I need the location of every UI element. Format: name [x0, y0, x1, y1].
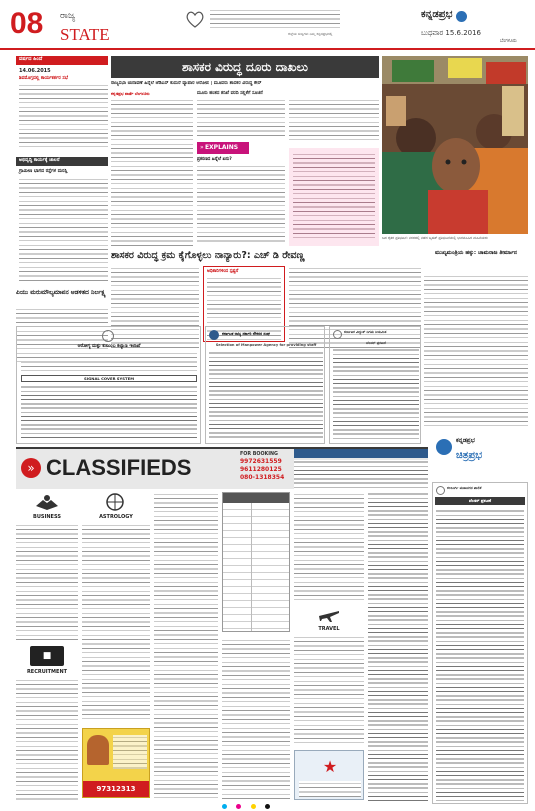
classifieds-col-3	[154, 492, 218, 802]
explains-title: ಪ್ರಕರಣದ ಹಿನ್ನೆಲೆ ಏನು?	[197, 157, 232, 162]
booking-phone-2: 9611280125	[240, 466, 282, 474]
registration-marks	[222, 804, 312, 810]
astrology-ad-phone: 97312313	[96, 785, 136, 793]
info-box-title: ಅಧಿಕಾರಿಗಳಿಂದ ಸ್ಪಷ್ಟನೆ	[207, 269, 239, 274]
travel-ad-box	[294, 750, 364, 800]
mid-notice-2	[368, 492, 428, 802]
promo-icon	[436, 439, 452, 455]
explains-arrow-icon: »	[200, 144, 204, 151]
main-body-col3	[289, 98, 379, 144]
notice-2-sub: Selection of Manpower Agency for providing staff	[215, 343, 317, 347]
astrology-icon	[104, 492, 126, 512]
astrology-ad-text	[113, 735, 147, 769]
main-body-col2	[197, 98, 285, 138]
tender-notice	[432, 482, 528, 804]
classified-table-rows	[223, 503, 289, 631]
flashback-bar	[16, 56, 108, 65]
section2-title: ಅಭಿವೃದ್ಧಿ ಕಾರ್ಯಕ್ಕೆ ಚಾಲನೆ	[19, 158, 60, 163]
astrologer-portrait	[87, 735, 109, 765]
astrology-ad-phone-bar	[83, 781, 149, 797]
mid-notice	[294, 447, 428, 489]
flashback-headline: ಶಿವಮೊಗ್ಗದಲ್ಲಿ ಕಾರ್ಯಕರ್ತರ ಸಭೆ	[19, 76, 68, 81]
classifieds-col-travel	[294, 492, 364, 802]
notice-1-emblem-icon	[102, 330, 114, 342]
explains-body	[197, 164, 285, 244]
notice-3-title: ಕರ್ನಾಟಕ ವಿದ್ಯುತ್ ನಿಗಮ ನಿಯಮಿತ	[344, 330, 387, 334]
explains-label: EXPLAINS	[204, 144, 239, 151]
main-story	[111, 56, 379, 246]
reg-magenta	[236, 804, 241, 809]
job-tile: ■	[42, 651, 52, 661]
notice-1-body	[21, 385, 197, 441]
heart-logo-icon	[184, 8, 206, 30]
masthead-logo-text: ಕನ್ನಡಪ್ರಭ	[421, 9, 453, 20]
notice-3-body	[333, 348, 419, 441]
recruitment-label: RECRUITMENT	[26, 669, 68, 675]
masthead-blurb: ಜಿಲ್ಲೆಯ ಸುದ್ದಿಗಳು ನಿಮ್ಮ ಕನ್ನಡಪ್ರಭದಲ್ಲಿ	[210, 8, 340, 36]
main-subhead: ರಾಜ್ಯಸಭಾ ಚುನಾವಣೆ ಹಿನ್ನೆಲೆ ಜೆಡಿಎಸ್ ಕುದುರೆ ವ್ಯಾಪಾರ ಆರೋಪ | ಮೂವರು ಶಾಸಕರ ವಿರುದ್ಧ ಕೇಸ್	[111, 81, 262, 86]
reg-yellow	[251, 804, 256, 809]
explains-pink-box	[289, 148, 379, 246]
classified-table-box	[222, 492, 290, 632]
notice-1-intro	[21, 351, 197, 373]
notice-2-emblem-icon	[209, 330, 219, 340]
main-headline: ಶಾಸಕರ ವಿರುದ್ಧ ದೂರು ದಾಖಲು	[182, 60, 308, 74]
recruitment-ads	[16, 678, 78, 802]
reg-cyan	[222, 804, 227, 809]
notice-1-title: ಆರೋಗ್ಯ ಮತ್ತು ಕುಟುಂಬ ಕಲ್ಯಾಣ ಇಲಾಖೆ	[77, 344, 141, 349]
classified-table-header	[223, 493, 289, 503]
travel-ad-star-icon: ★	[322, 757, 338, 776]
explains-box	[197, 142, 289, 246]
masthead-logo	[421, 8, 526, 24]
city-line: ಬೆಂಗಳೂರು	[500, 39, 517, 44]
notice-3	[329, 326, 421, 444]
pu-story-headline: ಪಿಯು ಮರುಮೌಲ್ಯಮಾಪನ ಆಡಳಿತದ ನಿರ್ಲಕ್ಷ್ಯ	[16, 289, 106, 296]
booking-phone-3: 080-1318354	[240, 474, 285, 482]
left-column	[16, 56, 108, 282]
reg-black	[265, 804, 270, 809]
section-kannada: ರಾಜ್ಯ	[60, 11, 76, 21]
tender-sub: ಕಲಬುರ್ಗಿ ಮಹಾನಗರ ಪಾಲಿಕೆ	[447, 486, 482, 490]
notice-2	[205, 326, 325, 444]
travel-label: TRAVEL	[318, 626, 340, 632]
notice-1-sub: SIGNAL COVER SYSTEM	[84, 376, 134, 381]
notice-2-title: ಕರ್ನಾಟಕ ರಾಜ್ಯ ಸರ್ಕಾರಿ ನೌಕರರ ಸಂಘ	[222, 331, 270, 336]
mid-notice-2-body	[368, 492, 428, 802]
main-photo	[382, 56, 528, 234]
promo-title: ಚಿತ್ರಪ್ರಭ	[456, 450, 483, 461]
astrology-ad-image	[82, 728, 150, 798]
booking-label: FOR BOOKING	[240, 452, 278, 457]
photo-caption: ಬಡ ರೈತರ ಪ್ರತಿಭಟನೆ: ನಗರದಲ್ಲಿ ನಡೆದ ಬೃಹತ್ ಪ್ರತಿಭಟನೆಯಲ್ಲಿ ಭಾಗವಹಿಸಿದ ಮಹಿಳೆಯರು	[382, 236, 488, 240]
second-headline: ಶಾಸಕರ ವಿರುದ್ಧ ಕ್ರಮ ಕೈಗೊಳ್ಳಲು ನಾನ್ಯಾರು?: ಎಚ್ ಡಿ ರೇವಣ್ಣ	[111, 250, 305, 261]
classified-col4-text	[222, 638, 290, 802]
astrology-ads	[82, 523, 150, 723]
classifieds-col-astrology	[82, 492, 150, 802]
main-body-col1	[111, 98, 193, 246]
classifieds-arrow-icon: »	[21, 458, 41, 478]
travel-top-ads	[294, 492, 364, 602]
classifieds-col-business	[16, 492, 78, 802]
flashback-date: 14.06.2015	[19, 68, 51, 74]
classifieds-col-table	[222, 492, 290, 802]
section2-headline: ಗ್ರಾಮೀಣ ಭಾಗದ ರಸ್ತೆಗಳ ದುರಸ್ತಿ	[19, 169, 68, 174]
right-column	[424, 250, 528, 430]
tender-title: ಟೆಂಡರ್ ಪ್ರಕಟಣೆ	[469, 498, 491, 503]
section2-body	[19, 177, 108, 282]
right-body	[424, 274, 528, 430]
mid-notice-body	[294, 460, 428, 489]
tender-body	[436, 509, 524, 801]
protest-photo	[382, 56, 528, 234]
notice-3-emblem-icon	[333, 330, 342, 339]
classified-table-divider	[251, 503, 252, 631]
notice-3-sub: ಟೆಂಡರ್ ಪ್ರಕಟಣೆ	[366, 341, 386, 345]
section2-bar	[16, 157, 108, 166]
page-number: 08	[10, 7, 44, 40]
notice-1	[16, 326, 201, 444]
notice-2-body	[209, 351, 323, 441]
side-headline: ಮೂರು ಹಂತದ ತನಿಖೆ ವರದಿ ಸಲ್ಲಿಕೆಗೆ ಸೂಚನೆ	[197, 91, 263, 96]
recruitment-icon	[30, 646, 64, 666]
notice-1-sub-bar	[21, 375, 197, 382]
right-headline: ಮುಖ್ಯಮಂತ್ರಿಯ ಹಕ್ಕು: ಚಾಮರಾಜ ತೀರ್ಮಾನ	[434, 250, 517, 256]
page-header	[0, 0, 535, 50]
classifieds-title: CLASSIFIEDS	[46, 455, 192, 480]
mid-notice-bar	[294, 449, 428, 458]
travel-ads	[294, 635, 364, 745]
promo-logo: ಕನ್ನಡಪ್ರಭ	[456, 437, 475, 444]
section-title: STATE	[60, 25, 110, 44]
main-headline-bar	[111, 56, 379, 78]
flashback-title: ವರ್ಷದ ಹಿಂದೆ	[19, 56, 43, 62]
main-byline: ಕನ್ನಡಪ್ರಭ ವಾರ್ತೆ ಬೆಂಗಳೂರು	[111, 91, 150, 96]
booking-phone-1: 9972631559	[240, 458, 282, 466]
explains-badge	[197, 142, 249, 154]
travel-ad-text	[299, 781, 361, 797]
travel-icon	[318, 608, 340, 624]
tender-title-bar	[435, 497, 525, 505]
flashback-body	[19, 83, 108, 151]
astrology-label: ASTROLOGY	[99, 514, 133, 520]
chitraprabha-promo	[432, 435, 528, 479]
business-ads	[16, 523, 78, 641]
business-label: BUSINESS	[33, 514, 61, 520]
tender-emblem-icon	[436, 486, 445, 495]
business-icon	[34, 492, 60, 512]
date-line: ಬುಧವಾರ 15.6.2016	[421, 29, 482, 37]
masthead-logo-icon	[456, 11, 467, 22]
